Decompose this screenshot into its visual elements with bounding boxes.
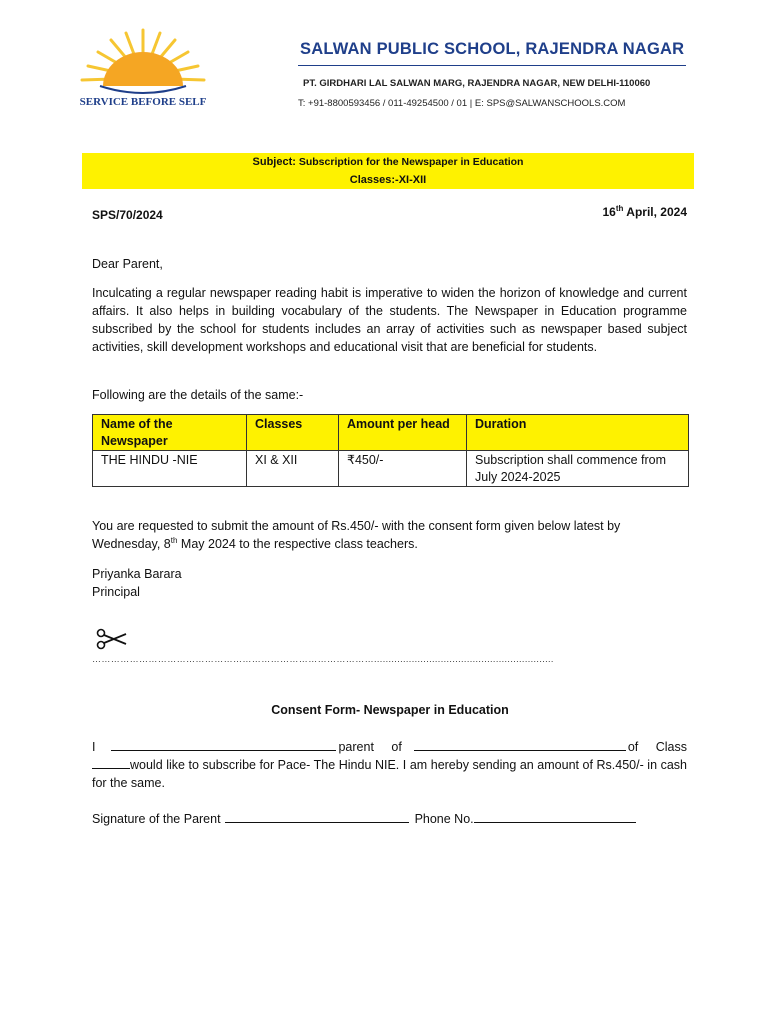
- logo-motto: SERVICE BEFORE SELF: [79, 96, 207, 108]
- consent-line: [92, 737, 687, 754]
- consent-i-label: I: [92, 740, 96, 754]
- subject-classes: Classes:-XI-XII: [349, 174, 427, 186]
- column-header: Name of the Newspaper: [93, 415, 247, 451]
- school-contact: T: +91-8800593456 / 011-49254500 / 01 | E: SPS@SALWANSCHOOLS.COM: [298, 98, 626, 109]
- column-header: Classes: [247, 415, 339, 451]
- table-cell: Subscription shall commence from July 2024-2025: [467, 451, 689, 487]
- consent-text: would like to subscribe for Pace- The Hindu NIE. I am hereby sending an amount of Rs.450/- in cash for the same.: [92, 758, 687, 790]
- signer-name: Priyanka Barara: [92, 567, 182, 581]
- phone-blank[interactable]: [474, 809, 636, 823]
- table-cell: XI & XII: [247, 451, 339, 487]
- table-header-row: [93, 415, 689, 451]
- header-divider: [298, 65, 686, 66]
- table-row: [93, 451, 689, 487]
- table-cell: THE HINDU -NIE: [93, 451, 247, 487]
- parent-of-label: parent of: [338, 740, 402, 754]
- details-intro: Following are the details of the same:-: [92, 388, 304, 402]
- signer-title: Principal: [92, 585, 140, 599]
- subscription-table: [92, 414, 689, 487]
- cut-line: ………………………………………………………………………………..............................................................: [92, 654, 554, 664]
- table-cell: ₹450/-: [339, 451, 467, 487]
- class-blank[interactable]: [92, 757, 130, 769]
- submission-paragraph: You are requested to submit the amount of Rs.450/- with the consent form given below latest by Wednesday, 8th May 2024 to the respective class teachers.: [92, 519, 621, 551]
- school-name: SALWAN PUBLIC SCHOOL, RAJENDRA NAGAR: [300, 40, 685, 58]
- subject-label: Subject:: [252, 156, 296, 168]
- salutation: Dear Parent,: [92, 257, 163, 271]
- signature-blank[interactable]: [225, 809, 409, 823]
- signature-row: [92, 809, 636, 826]
- scissors-icon: [96, 628, 128, 650]
- school-address: PT. GIRDHARI LAL SALWAN MARG, RAJENDRA NAGAR, NEW DELHI-110060: [303, 78, 651, 89]
- letter-date: 16th April, 2024: [602, 204, 687, 219]
- column-header: Amount per head: [339, 415, 467, 451]
- reference-number: SPS/70/2024: [92, 208, 163, 222]
- subject-text: Subscription for the Newspaper in Education: [295, 156, 524, 168]
- of-class-label: of Class: [627, 740, 687, 754]
- school-logo: [78, 28, 208, 113]
- consent-form-title: Consent Form- Newspaper in Education: [271, 703, 509, 717]
- subject-line: [82, 156, 694, 168]
- sun-icon: [103, 52, 183, 86]
- child-name-blank[interactable]: [414, 737, 626, 751]
- name-blank[interactable]: [111, 737, 336, 751]
- intro-paragraph: Inculcating a regular newspaper reading habit is imperative to widen the horizon of knowledge and current affairs. It also helps in building vocabulary of the students. The Newspaper in Education programme subscribed by the school for students includes an array of activities such as newspaper based subject activities, skill development workshops and educational visit that are beneficial for students.: [92, 286, 687, 354]
- column-header: Duration: [467, 415, 689, 451]
- phone-label: Phone No.: [414, 812, 474, 826]
- signature-label: Signature of the Parent: [92, 812, 221, 826]
